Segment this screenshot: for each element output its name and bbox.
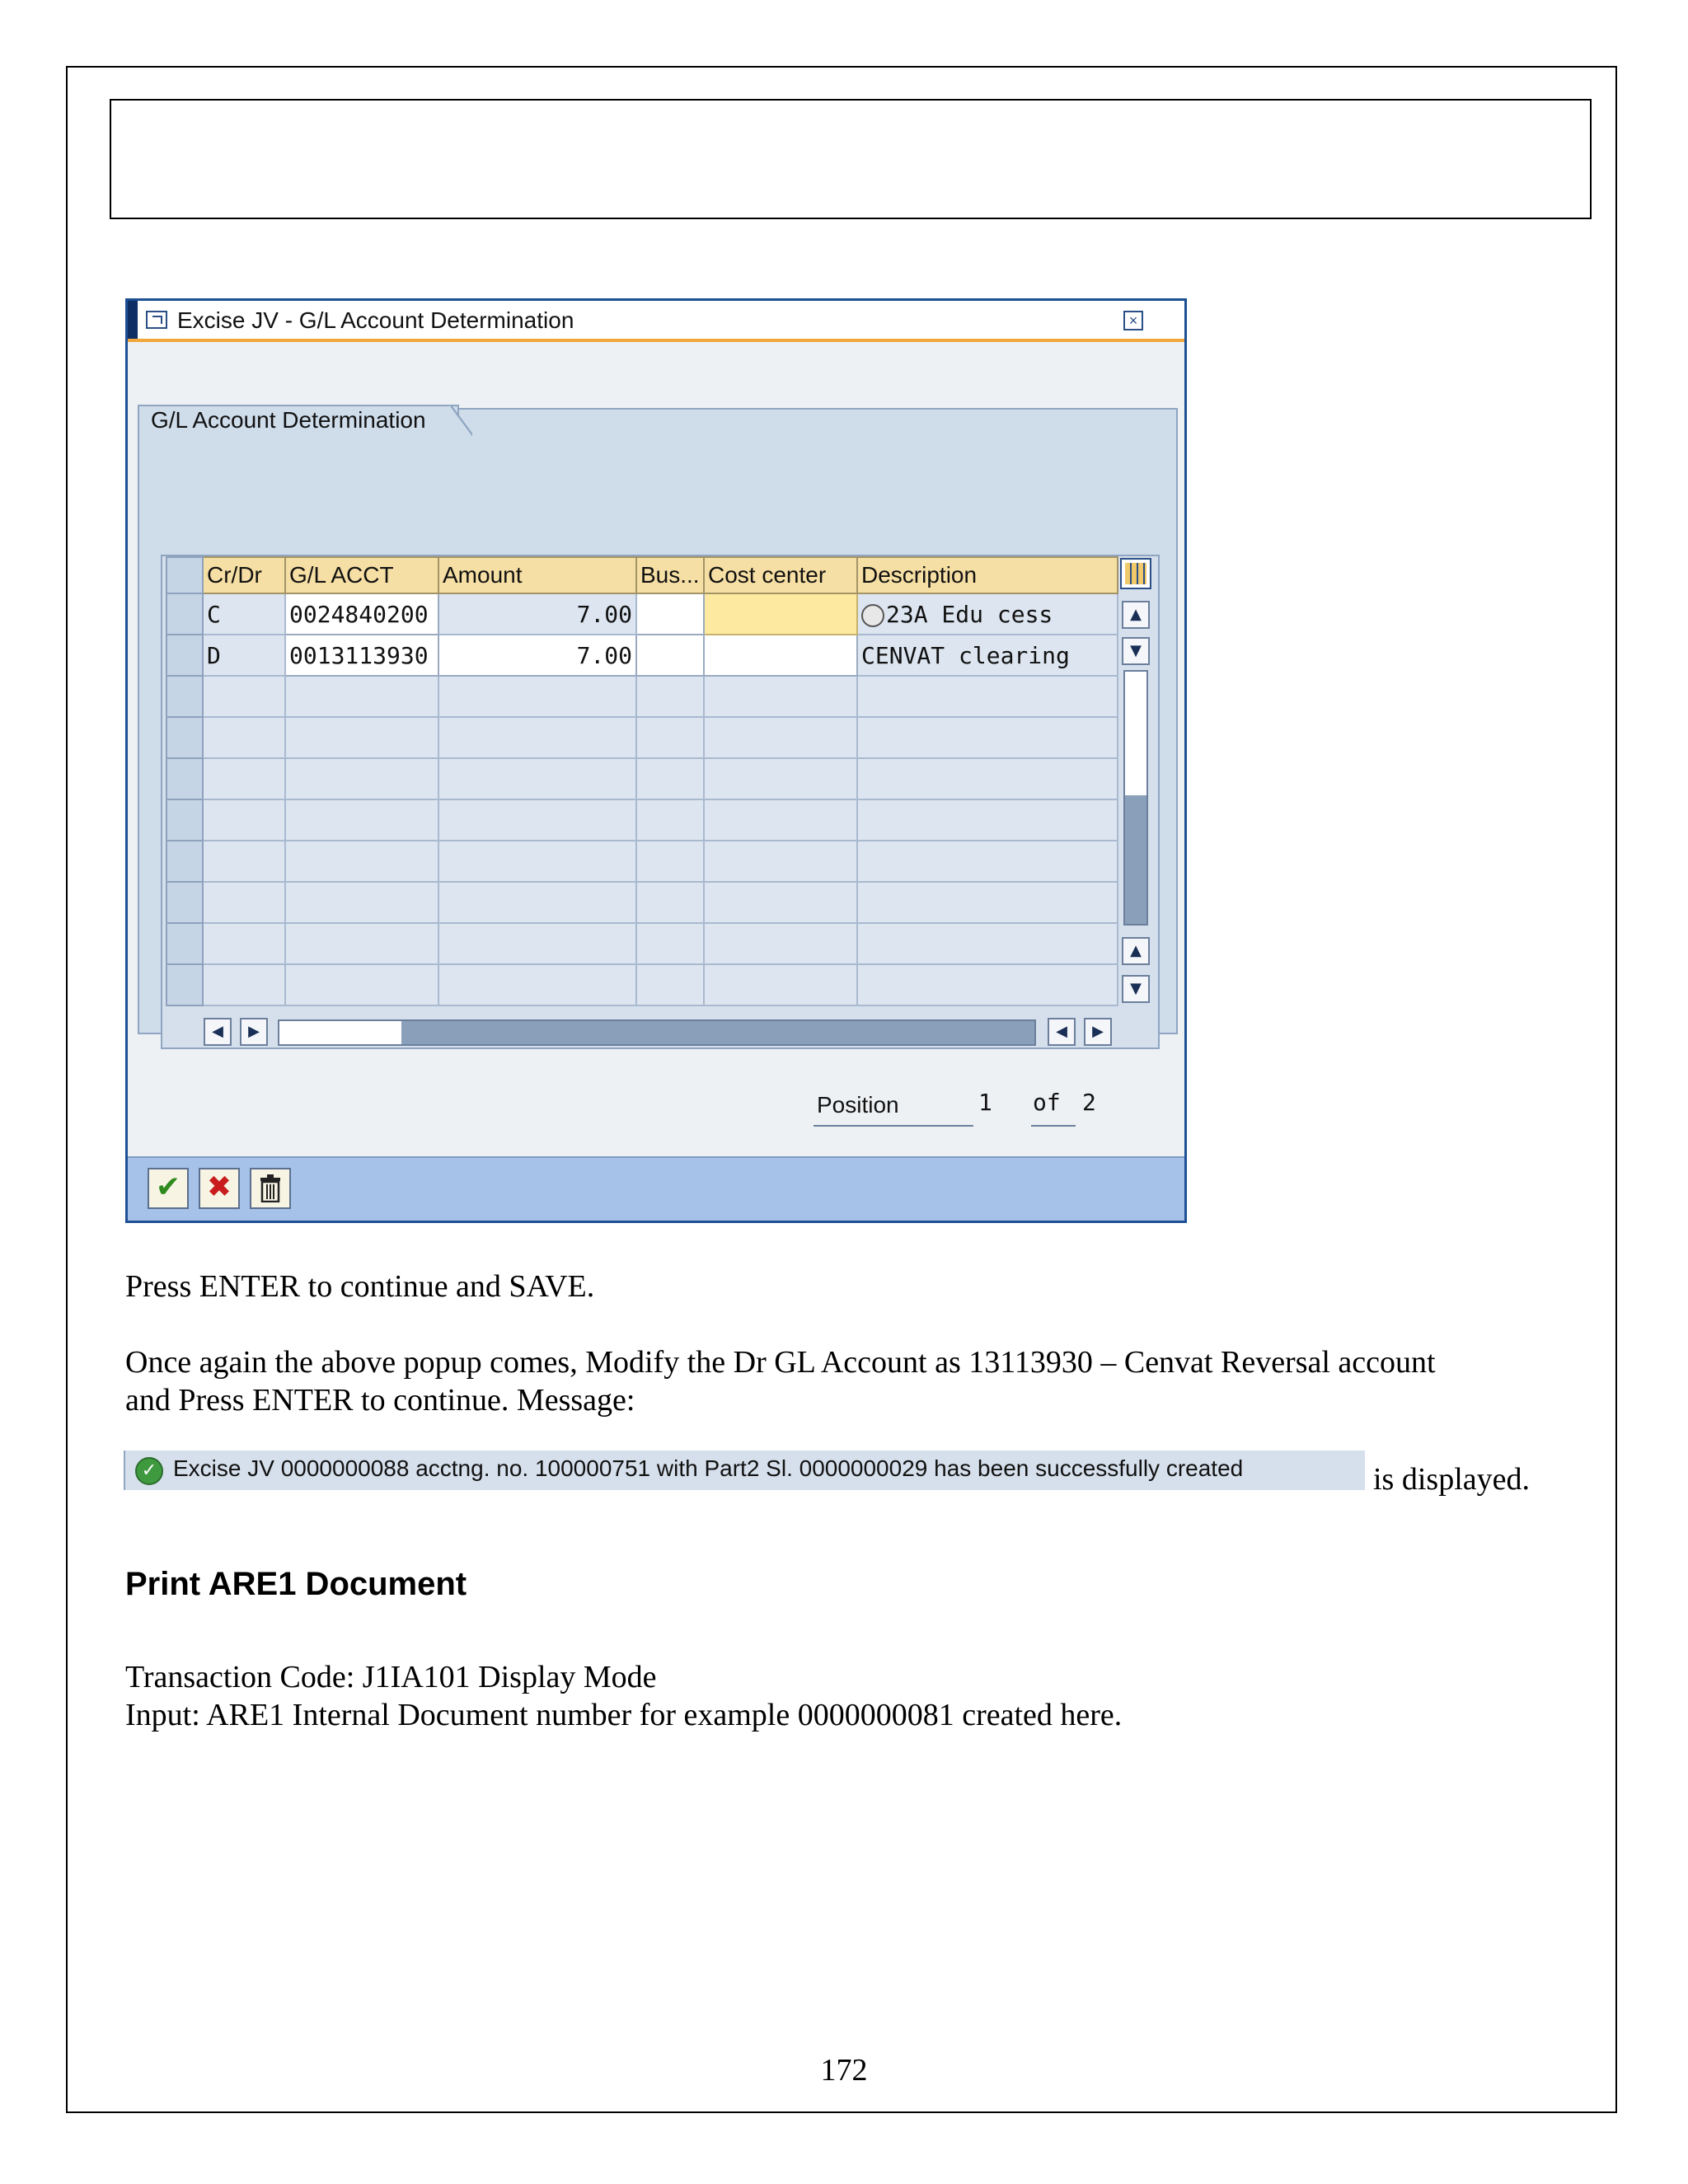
empty-cell	[285, 758, 438, 799]
empty-cell	[704, 964, 857, 1005]
vertical-scroll-thumb[interactable]	[1125, 795, 1146, 924]
cell-gl-acct[interactable]: 0013113930	[285, 635, 438, 676]
gl-account-dialog	[125, 298, 1187, 1223]
empty-cell	[285, 799, 438, 841]
gl-table	[166, 556, 1118, 1006]
col-header-amount[interactable]: Amount	[438, 557, 636, 593]
table-row	[166, 799, 1118, 841]
dialog-titlebar	[128, 301, 1184, 342]
table-control	[161, 555, 1160, 1049]
position-label[interactable]: Position	[817, 1092, 899, 1118]
of-underline	[1031, 1125, 1076, 1127]
row-selector[interactable]	[166, 923, 203, 964]
gl-determination-group	[138, 408, 1178, 1040]
empty-cell	[285, 923, 438, 964]
empty-cell	[857, 964, 1118, 1005]
table-row	[166, 758, 1118, 799]
table-row	[166, 676, 1118, 717]
trash-icon[interactable]	[250, 1168, 291, 1209]
empty-cell	[857, 717, 1118, 758]
col-header-cost-center[interactable]: Cost center	[704, 557, 857, 593]
empty-cell	[704, 717, 857, 758]
close-icon[interactable]: ×	[1123, 311, 1143, 330]
cell-amount: 7.00	[438, 593, 636, 635]
cell-description: CENVAT clearing	[857, 635, 1118, 676]
transaction-code-line: Transaction Code: J1IA101 Display Mode	[125, 1660, 657, 1694]
table-row	[166, 717, 1118, 758]
empty-cell	[203, 882, 285, 923]
table-row	[166, 841, 1118, 882]
row-selector[interactable]	[166, 841, 203, 882]
status-suffix: is displayed.	[1373, 1462, 1530, 1497]
scroll-left-icon[interactable]: ◀	[204, 1018, 232, 1046]
table-row	[166, 964, 1118, 1005]
empty-cell	[636, 758, 704, 799]
empty-cell	[285, 841, 438, 882]
horizontal-scroll-thumb[interactable]	[279, 1021, 401, 1044]
trash-icon-shape	[259, 1174, 282, 1202]
empty-cell	[636, 799, 704, 841]
empty-cell	[636, 882, 704, 923]
success-check-icon: ✓	[135, 1457, 163, 1485]
cell-crdr: D	[203, 635, 285, 676]
instruction-modify-line2: and Press ENTER to continue. Message:	[125, 1383, 635, 1418]
col-header-crdr[interactable]: Cr/Dr	[203, 557, 285, 593]
position-underline	[814, 1125, 973, 1127]
of-label: of	[1033, 1089, 1061, 1116]
instruction-modify-line1: Once again the above popup comes, Modify the Dr GL Account as 13113930 – Cenvat Reversal account	[125, 1345, 1436, 1380]
row-selector[interactable]	[166, 676, 203, 717]
row-selector[interactable]	[166, 882, 203, 923]
cell-crdr: C	[203, 593, 285, 635]
page-number: 172	[820, 2053, 868, 2088]
empty-cell	[704, 841, 857, 882]
header-box	[110, 99, 1592, 219]
empty-cell	[438, 841, 636, 882]
empty-cell	[285, 717, 438, 758]
vertical-scrollbar[interactable]	[1122, 601, 1151, 1003]
cell-cost-center[interactable]	[704, 593, 857, 635]
scroll-right-icon[interactable]: ▶	[240, 1018, 268, 1046]
row-selector[interactable]	[166, 635, 203, 676]
empty-cell	[438, 676, 636, 717]
empty-cell	[438, 799, 636, 841]
window-icon	[146, 311, 167, 329]
group-title-tab: G/L Account Determination	[138, 405, 459, 434]
horizontal-scrollbar[interactable]	[204, 1018, 1118, 1047]
empty-cell	[636, 676, 704, 717]
empty-cell	[857, 841, 1118, 882]
empty-cell	[704, 923, 857, 964]
row-selector[interactable]	[166, 717, 203, 758]
empty-cell	[636, 964, 704, 1005]
empty-cell	[285, 964, 438, 1005]
table-row	[166, 923, 1118, 964]
empty-cell	[636, 923, 704, 964]
column-settings-icon[interactable]	[1120, 558, 1151, 589]
row-selector[interactable]	[166, 758, 203, 799]
vertical-scroll-track[interactable]	[1123, 670, 1148, 926]
dialog-footer	[128, 1156, 1184, 1221]
cell-amount[interactable]: 7.00	[438, 635, 636, 676]
position-value: 1	[978, 1089, 992, 1116]
table-row	[166, 635, 1118, 676]
scroll-page-up-icon[interactable]: ▲	[1122, 937, 1150, 965]
empty-cell	[857, 799, 1118, 841]
titlebar-accent	[128, 301, 138, 339]
empty-cell	[636, 841, 704, 882]
empty-cell	[636, 717, 704, 758]
col-header-gl-acct[interactable]: G/L ACCT	[285, 557, 438, 593]
empty-cell	[438, 758, 636, 799]
empty-cell	[704, 676, 857, 717]
cell-cost-center[interactable]	[704, 635, 857, 676]
empty-cell	[704, 799, 857, 841]
empty-cell	[438, 923, 636, 964]
row-selector[interactable]	[166, 593, 203, 635]
empty-cell	[438, 882, 636, 923]
description-text: 23A Edu cess	[886, 600, 1053, 628]
cell-description	[857, 593, 1118, 635]
row-selector-header[interactable]	[166, 557, 203, 593]
empty-cell	[857, 758, 1118, 799]
empty-cell	[285, 882, 438, 923]
empty-cell	[203, 923, 285, 964]
empty-cell	[203, 758, 285, 799]
value-help-icon[interactable]	[861, 604, 884, 627]
empty-cell	[203, 841, 285, 882]
empty-cell	[857, 676, 1118, 717]
cell-bus[interactable]	[636, 593, 704, 635]
scroll-page-down-icon[interactable]: ▼	[1122, 975, 1150, 1003]
input-line: Input: ARE1 Internal Document number for example 0000000081 created here.	[125, 1698, 1123, 1732]
cell-bus[interactable]	[636, 635, 704, 676]
empty-cell	[438, 964, 636, 1005]
horizontal-scroll-track[interactable]	[278, 1019, 1036, 1046]
empty-cell	[704, 758, 857, 799]
scroll-end-right-icon[interactable]: ▶	[1084, 1018, 1112, 1046]
empty-cell	[857, 882, 1118, 923]
empty-cell	[203, 717, 285, 758]
row-selector[interactable]	[166, 964, 203, 1005]
entries-total: 2	[1082, 1089, 1096, 1116]
empty-cell	[203, 964, 285, 1005]
status-bar-message	[124, 1451, 1365, 1490]
scroll-up-icon[interactable]: ▲	[1122, 601, 1150, 629]
table-row	[166, 593, 1118, 635]
empty-cell	[203, 799, 285, 841]
col-header-bus[interactable]: Bus...	[636, 557, 704, 593]
scroll-end-left-icon[interactable]: ◀	[1048, 1018, 1076, 1046]
cancel-x-icon[interactable]: ✖	[199, 1168, 240, 1209]
col-header-description[interactable]: Description	[857, 557, 1118, 593]
scroll-down-icon[interactable]: ▼	[1122, 637, 1150, 665]
empty-cell	[438, 717, 636, 758]
section-heading: Print ARE1 Document	[125, 1566, 467, 1602]
empty-cell	[704, 882, 857, 923]
dialog-title: Excise JV - G/L Account Determination	[177, 307, 574, 333]
row-selector[interactable]	[166, 799, 203, 841]
instruction-press-enter: Press ENTER to continue and SAVE.	[125, 1269, 595, 1304]
status-message-text: Excise JV 0000000088 acctng. no. 100000751 with Part2 Sl. 0000000029 has been successfully created	[173, 1455, 1244, 1481]
check-icon[interactable]: ✔	[148, 1168, 189, 1209]
empty-cell	[203, 676, 285, 717]
cell-gl-acct[interactable]: 0024840200	[285, 593, 438, 635]
empty-cell	[857, 923, 1118, 964]
empty-cell	[285, 676, 438, 717]
table-header-row	[166, 557, 1118, 593]
table-row	[166, 882, 1118, 923]
